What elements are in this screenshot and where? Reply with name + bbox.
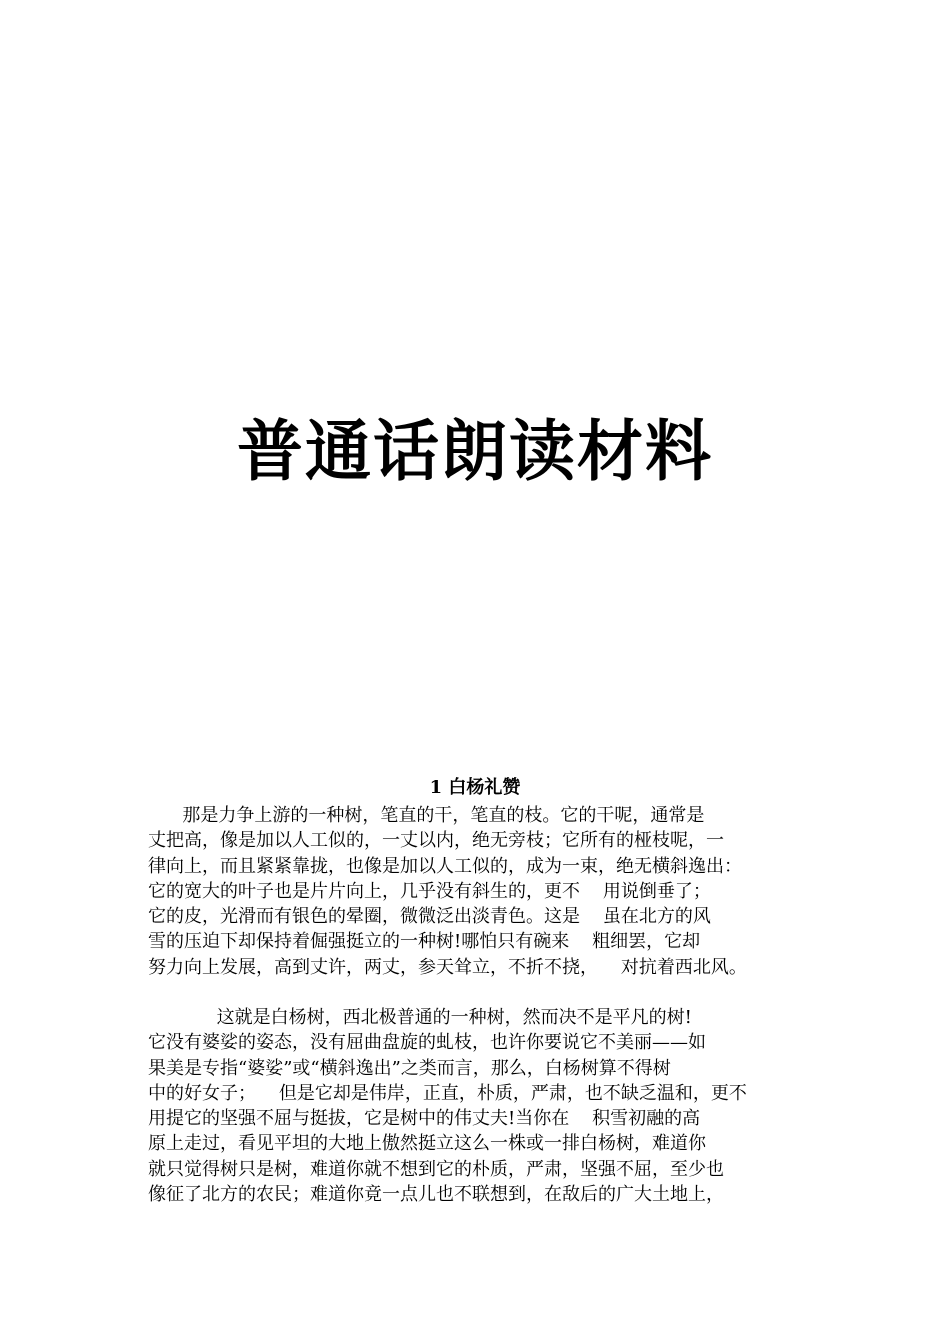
paragraph-line: 它的皮，光滑而有银色的晕圈，微微泛出淡青色。这是 虽在北方的风: [148, 906, 711, 928]
paragraph-line: 丈把高，像是加以人工似的，一丈以内，绝无旁枝；它所有的桠枝呢，一: [148, 830, 724, 852]
paragraph-line: 雪的压迫下却保持着倔强挺立的一种树!哪怕只有碗来 粗细罢，它却: [148, 931, 701, 953]
paragraph-line: 那是力争上游的一种树，笔直的干，笔直的枝。它的干呢，通常是: [148, 805, 705, 826]
document-title: 普通话朗读材料: [237, 413, 713, 490]
paragraph-line: 它没有婆娑的姿态，没有屈曲盘旋的虬枝，也许你要说它不美丽——如: [148, 1032, 706, 1054]
paragraph-line: 这就是白杨树，西北极普通的一种树，然而决不是平凡的树!: [148, 1007, 692, 1028]
paragraph-line: 原上走过，看见平坦的大地上傲然挺立这么一株或一排白杨树，难道你: [148, 1133, 706, 1155]
section-title: 1 白杨礼赞: [429, 777, 521, 798]
paragraph-2: [148, 1005, 828, 1207]
paragraph-line: 中的好女子； 但是它却是伟岸，正直，朴质，严肃，也不缺乏温和，更不: [148, 1082, 747, 1104]
paragraph-line: 它的宽大的叶子也是片片向上，几乎没有斜生的，更不 用说倒垂了；: [148, 880, 711, 902]
paragraph-1: [148, 803, 828, 980]
paragraph-line: 果美是专指“婆娑”或“横斜逸出”之类而言，那么，白杨树算不得树: [148, 1057, 671, 1079]
paragraph-line: 律向上，而且紧紧靠拢，也像是加以人工似的，成为一束，绝无横斜逸出：: [148, 855, 742, 877]
paragraph-line: 像征了北方的农民；难道你竟一点儿也不联想到，在敌后的广大土地上，: [148, 1184, 724, 1206]
paragraph-line: 用提它的坚强不屈与挺拔，它是树中的伟丈夫!当你在 积雪初融的高: [148, 1108, 701, 1130]
paragraph-line: 就只觉得树只是树，难道你就不想到它的朴质，严肃，坚强不屈，至少也: [148, 1158, 724, 1180]
paragraph-line: 努力向上发展，高到丈许，两丈，参天耸立，不折不挠， 对抗着西北风。: [148, 956, 747, 978]
